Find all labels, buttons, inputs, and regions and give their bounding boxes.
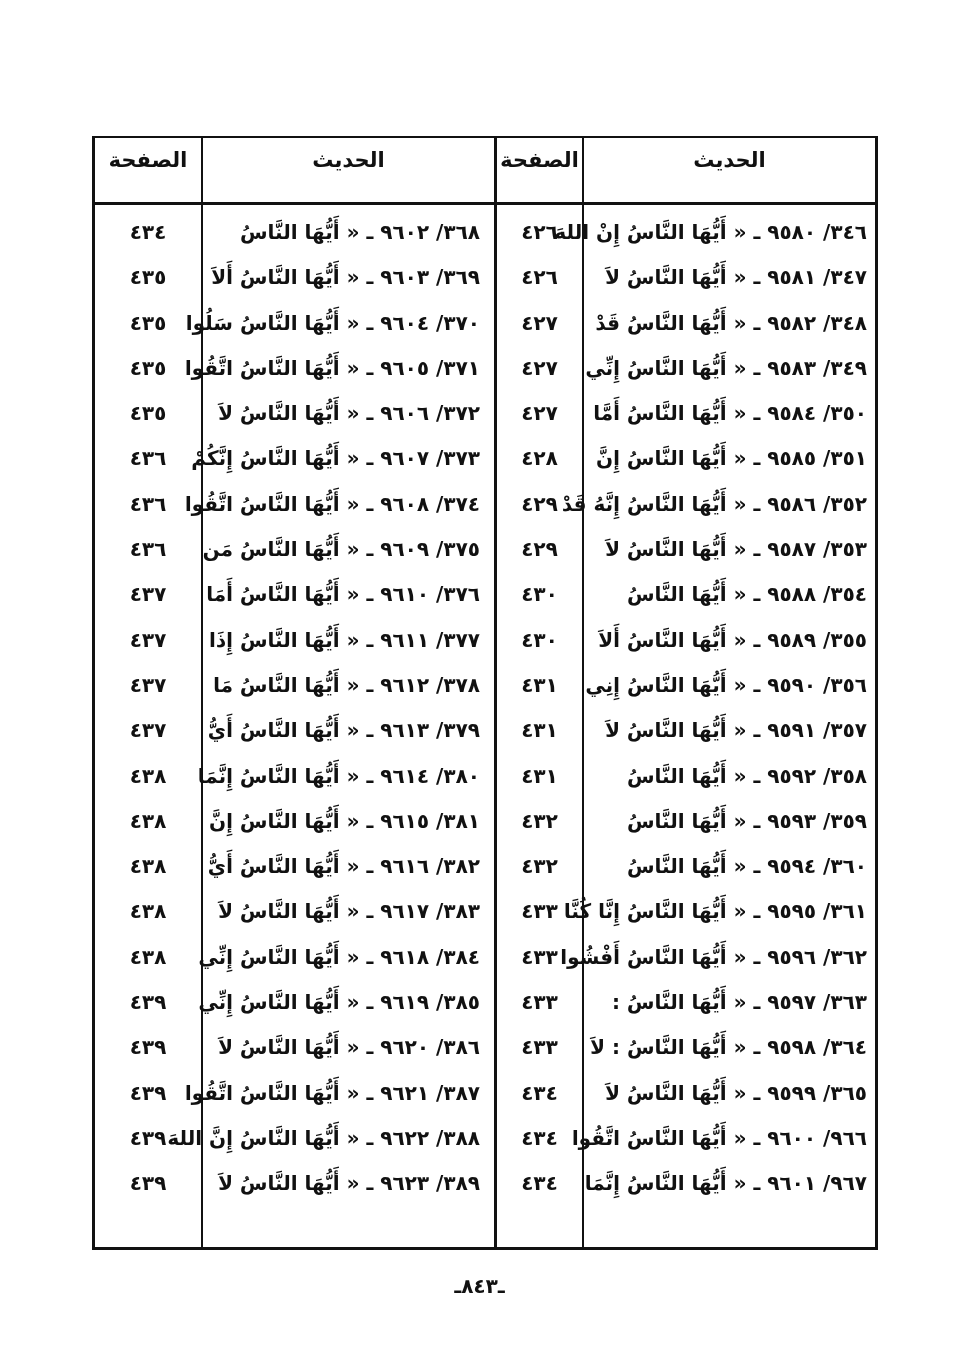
page-number: ـ٨٤٣ـ [454,1274,505,1298]
right-hadith-entry: ٣٥٦/ ٩٥٩٠ ـ « أَيُّهَا النَّاسُ إِنِي [585,672,867,697]
table-row [95,301,875,346]
table-row [95,527,875,572]
table-row [95,935,875,980]
right-page-number: ٤٢٦ [521,265,558,290]
right-page-number: ٤٢٧ [521,310,558,335]
right-hadith-entry: ٣٥٢/ ٩٥٨٦ ـ « أَيُّهَا النَّاسُ إِنَّهُ قَدْ [561,491,867,516]
header-page-left: الصفحة [108,148,188,172]
right-page-number: ٤٣٣ [521,899,558,924]
left-page-number: ٤٣٨ [129,808,167,833]
left-hadith-entry: ٣٧٠/ ٩٦٠٤ ـ « أَيُّهَا النَّاسُ سَلُوا [185,310,480,335]
right-page-number: ٤٢٦ [521,220,558,244]
table-row [95,1071,875,1116]
left-hadith-entry: ٣٧٢/ ٩٦٠٦ ـ « أَيُّهَا النَّاسُ لاَ [218,401,480,426]
right-hadith-entry: ٣٦٥/ ٩٥٩٩ ـ « أَيُّهَا النَّاسُ لاَ [605,1080,867,1105]
right-page-number: ٤٣١ [521,718,558,743]
left-hadith-entry: ٣٧٣/ ٩٦٠٧ ـ « أَيُّهَا النَّاسُ إِنَّكُمْ [191,446,480,471]
right-hadith-entry: ٣٥٩/ ٩٥٩٣ ـ « أَيُّهَا النَّاسُ [626,808,867,833]
left-hadith-entry: ٣٨٣/ ٩٦١٧ ـ « أَيُّهَا النَّاسُ لاَ [218,899,480,924]
left-hadith-entry: ٣٦٩/ ٩٦٠٣ ـ « أَيُّهَا النَّاسُ أَلاَ [211,265,480,290]
left-hadith-entry: ٣٦٨/ ٩٦٠٢ ـ « أَيُّهَا النَّاسُ [239,220,480,244]
right-hadith-entry: ٣٥٤/ ٩٥٨٨ ـ « أَيُّهَا النَّاسُ [626,582,867,607]
left-hadith-entry: ٣٧٩/ ٩٦١٣ ـ « أَيُّهَا النَّاسُ أَيُّ [207,718,480,743]
left-hadith-entry: ٣٧٤/ ٩٦٠٨ ـ « أَيُّهَا النَّاسُ اتَّقُوا [184,491,480,516]
table-row [95,663,875,708]
table-row [95,618,875,663]
left-page-number: ٤٣٨ [129,944,167,969]
right-page-number: ٤٣٢ [521,808,558,833]
right-hadith-entry: ٣٤٦/ ٩٥٨٠ ـ « أَيُّهَا النَّاسُ إِنْ اللهَ [554,220,867,244]
table-row [95,210,875,255]
table-row [95,844,875,889]
right-hadith-entry: ٣٥٣/ ٩٥٨٧ ـ « أَيُّهَا النَّاسُ لاَ [605,537,867,562]
header-page-right: الصفحة [500,148,579,172]
left-hadith-entry: ٣٧٧/ ٩٦١١ ـ « أَيُّهَا النَّاسُ إِذَا [209,627,480,652]
left-hadith-entry: ٣٨٢/ ٩٦١٦ ـ « أَيُّهَا النَّاسُ أَيُّ [207,854,480,879]
right-page-number: ٤٣٣ [521,1035,558,1060]
table-row [95,436,875,481]
right-hadith-entry: ٣٥١/ ٩٥٨٥ ـ « أَيُّهَا النَّاسُ إِنَّ [596,446,867,471]
right-hadith-entry: ٣٤٩/ ٩٥٨٣ ـ « أَيُّهَا النَّاسُ إِنِّي [585,355,867,380]
left-page-number: ٤٣٩ [129,1125,167,1150]
left-hadith-entry: ٣٨٧/ ٩٦٢١ ـ « أَيُّهَا النَّاسُ اتَّقُوا [184,1080,480,1105]
right-hadith-entry: ٣٦٣/ ٩٥٩٧ ـ « أَيُّهَا النَّاسُ : [611,990,867,1015]
left-page-number: ٤٣٨ [129,854,167,879]
right-page-number: ٤٢٨ [521,446,558,471]
left-hadith-entry: ٣٨٤/ ٩٦١٨ ـ « أَيُّهَا النَّاسُ إِنِّي [198,944,480,969]
table-row [95,1025,875,1070]
table-row [95,708,875,753]
table-row [95,572,875,617]
right-hadith-entry: ٣٦٤/ ٩٥٩٨ ـ « أَيُّهَا النَّاسُ : لاَ [590,1035,867,1060]
left-page-number: ٤٣٦ [129,446,167,471]
left-page-number: ٤٣٧ [129,672,167,697]
left-page-number: ٤٣٧ [129,718,167,743]
right-hadith-entry: ٣٥٧/ ٩٥٩١ ـ « أَيُّهَا النَّاسُ لاَ [605,718,867,743]
table-body [95,210,875,1207]
table-row [95,754,875,799]
right-page-number: ٤٣١ [521,672,558,697]
left-page-number: ٤٣٥ [129,355,167,380]
left-hadith-entry: ٣٧٥/ ٩٦٠٩ ـ « أَيُّهَا النَّاسُ مَن [202,537,480,562]
left-hadith-entry: ٣٨٥/ ٩٦١٩ ـ « أَيُّهَا النَّاسُ إِنِّي [198,990,480,1015]
right-hadith-entry: ٣٥٠/ ٩٥٨٤ ـ « أَيُّهَا النَّاسُ أَمَّا [593,401,867,426]
right-page-number: ٤٢٩ [521,491,558,516]
left-page-number: ٤٣٩ [129,1171,167,1196]
right-page-number: ٤٣٤ [521,1125,558,1150]
right-hadith-entry: ٩٦٦/ ٩٦٠٠ ـ « أَيُّهَا النَّاسُ اتَّقُوا [571,1125,867,1150]
right-page-number: ٤٢٩ [521,537,558,562]
right-hadith-entry: ٣٤٧/ ٩٥٨١ ـ « أَيُّهَا النَّاسُ لاَ [605,265,867,290]
table-row [95,255,875,300]
table-row [95,1116,875,1161]
right-hadith-entry: ٣٤٨/ ٩٥٨٢ ـ « أَيُّهَا النَّاسُ قَدْ [595,310,867,335]
left-page-number: ٤٣٥ [129,401,167,426]
right-hadith-entry: ٣٦١/ ٩٥٩٥ ـ « أَيُّهَا النَّاسُ إِنَّا كُنَّا [563,899,867,924]
right-page-number: ٤٣١ [521,763,558,788]
header-divider [95,202,875,205]
right-hadith-entry: ٣٥٥/ ٩٥٨٩ ـ « أَيُّهَا النَّاسُ أَلاَ [598,627,867,652]
right-hadith-entry: ٣٦٠/ ٩٥٩٤ ـ « أَيُّهَا النَّاسُ [626,854,867,879]
index-table [92,136,878,1250]
left-page-number: ٤٣٨ [129,899,167,924]
left-page-number: ٤٣٦ [129,491,167,516]
left-hadith-entry: ٣٨١/ ٩٦١٥ ـ « أَيُّهَا النَّاسُ إِنَّ [209,808,480,833]
right-page-number: ٤٢٧ [521,401,558,426]
header-hadith-left: الحديث [312,148,385,172]
right-hadith-entry: ٣٥٨/ ٩٥٩٢ ـ « أَيُّهَا النَّاسُ [626,763,867,788]
left-page-number: ٤٣٧ [129,627,167,652]
left-hadith-entry: ٣٧٦/ ٩٦١٠ ـ « أَيُّهَا النَّاسُ أَمَا [206,582,480,607]
right-page-number: ٤٣٠ [521,627,558,652]
table-row [95,346,875,391]
header-hadith-right: الحديث [693,148,766,172]
table-row [95,799,875,844]
right-hadith-entry: ٩٦٧/ ٩٦٠١ ـ « أَيُّهَا النَّاسُ إِنَّمَا [584,1171,867,1196]
right-hadith-entry: ٣٦٢/ ٩٥٩٦ ـ « أَيُّهَا النَّاسُ أَفْشُوا [560,944,867,969]
left-hadith-entry: ٣٨٠/ ٩٦١٤ ـ « أَيُّهَا النَّاسُ إِنَّمَا [197,763,480,788]
left-page-number: ٤٣٥ [129,265,167,290]
right-page-number: ٤٣٣ [521,990,558,1015]
left-page-number: ٤٣٩ [129,990,167,1015]
left-page-number: ٤٣٨ [129,763,167,788]
right-page-number: ٤٢٧ [521,355,558,380]
table-row [95,980,875,1025]
right-page-number: ٤٣٤ [521,1080,558,1105]
table-row [95,391,875,436]
left-page-number: ٤٣٥ [129,310,167,335]
left-page-number: ٤٣٩ [129,1080,167,1105]
table-row [95,482,875,527]
right-page-number: ٤٣٠ [521,582,558,607]
left-hadith-entry: ٣٨٦/ ٩٦٢٠ ـ « أَيُّهَا النَّاسُ لاَ [218,1035,480,1060]
left-page-number: ٤٣٤ [129,220,167,244]
left-hadith-entry: ٣٨٨/ ٩٦٢٢ ـ « أَيُّهَا النَّاسُ إِنَّ اللهَ [167,1125,480,1150]
left-page-number: ٤٣٧ [129,582,167,607]
right-page-number: ٤٣٣ [521,944,558,969]
table-row [95,1161,875,1206]
left-hadith-entry: ٣٨٩/ ٩٦٢٣ ـ « أَيُّهَا النَّاسُ لاَ [218,1171,480,1196]
left-page-number: ٤٣٩ [129,1035,167,1060]
left-page-number: ٤٣٦ [129,537,167,562]
left-hadith-entry: ٣٧٨/ ٩٦١٢ ـ « أَيُّهَا النَّاسُ مَا [213,672,480,697]
right-page-number: ٤٣٤ [521,1171,558,1196]
left-hadith-entry: ٣٧١/ ٩٦٠٥ ـ « أَيُّهَا النَّاسُ اتَّقُوا [184,355,480,380]
right-page-number: ٤٣٢ [521,854,558,879]
table-row [95,889,875,934]
